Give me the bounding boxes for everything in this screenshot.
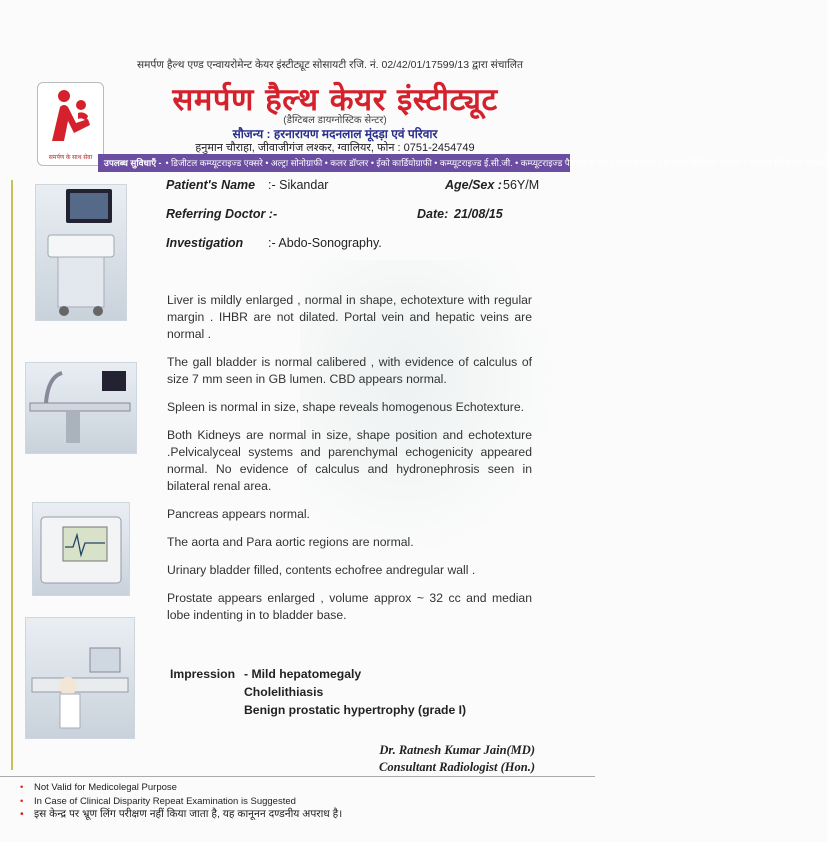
bullet-icon: • bbox=[20, 782, 24, 793]
logo-caption: समर्पण के साथ सेवा bbox=[48, 155, 93, 161]
patient-name-value: :- Sikandar bbox=[268, 178, 329, 192]
age-sex-value: 56Y/M bbox=[503, 178, 540, 192]
institute-subtitle: (डैग्टिबल डायग्नोस्टिक सेन्टर) bbox=[283, 115, 387, 126]
footer-note: In Case of Clinical Disparity Repeat Examination is Suggested bbox=[34, 795, 296, 807]
ecg-icon bbox=[33, 503, 129, 595]
finding-prostate: Prostate appears enlarged , volume approx ~ 32 cc and median lobe indenting in to bladder base. bbox=[167, 591, 532, 622]
registration-line: समर्पण हैल्थ एण्ड एन्वायरोमेन्ट केयर इंस्टीट्यूट सोसायटी रजि. नं. 02/42/01/17599/13 द्वारा संचालित bbox=[137, 59, 523, 71]
footer-notes bbox=[20, 781, 342, 822]
doctor-title: Consultant Radiologist (Hon.) bbox=[379, 760, 535, 774]
patient-name-label: Patient's Name bbox=[166, 178, 256, 192]
equipment-photo-strip bbox=[0, 172, 140, 772]
impression-item: Benign prostatic hypertrophy (grade I) bbox=[244, 703, 467, 717]
finding-aorta: The aorta and Para aortic regions are normal. bbox=[167, 535, 414, 549]
caregiver-logo-icon bbox=[38, 83, 103, 153]
facilities-bar bbox=[98, 154, 827, 172]
pathology-lab-image bbox=[25, 617, 135, 739]
xray-table-image bbox=[25, 362, 137, 454]
ecg-machine-image bbox=[32, 502, 130, 596]
impression-label: Impression bbox=[170, 667, 236, 681]
institute-logo bbox=[37, 82, 104, 166]
footer-hindi-note: इस केन्द्र पर भ्रूण लिंग परीक्षण नहीं किया जाता है, यह कानूनन दण्डनीय अपराध है। bbox=[34, 808, 343, 820]
impression-item: - Mild hepatomegaly bbox=[244, 667, 362, 681]
xray-icon bbox=[26, 363, 136, 453]
finding-urinary-bladder: Urinary bladder filled, contents echofree andregular wall . bbox=[167, 563, 476, 577]
facilities-list: • डिजीटल कम्प्यूटराइज्ड एक्सरे • अल्ट्रा सोनोग्राफी • कलर डॉप्लर • ईको कार्डियोग्राफी • कम्प्यूटराइज्ड ई.सी.जी. • कम्प्यूटराइज्ड पैथोलॉजी लैब • नेबुलाइजेशन • डे-केयर चिकित्सा सुविधा • विशेषज्ञ चिकित्सा परामर्श bbox=[165, 158, 827, 168]
footer-divider bbox=[0, 776, 595, 777]
signature-block bbox=[340, 742, 535, 776]
date-label: Date: bbox=[417, 207, 449, 221]
ultrasound-icon bbox=[36, 185, 126, 320]
age-sex-label: Age/Sex : bbox=[445, 178, 502, 192]
ultrasound-machine-image bbox=[35, 184, 127, 321]
finding-gall-bladder: The gall bladder is normal calibered , with evidence of calculus of size 7 mm seen in GB lumen. CBD appears normal. bbox=[167, 355, 532, 386]
investigation-value: :- Abdo-Sonography. bbox=[268, 236, 382, 250]
referring-doctor-label: Referring Doctor :- bbox=[166, 207, 278, 221]
impression-item: Cholelithiasis bbox=[244, 685, 324, 699]
institute-name: समर्पण हैल्थ केयर इंस्टीट्यूट bbox=[172, 82, 498, 118]
findings-section bbox=[167, 292, 532, 635]
courtesy-line: सौजन्य : हरनारायण मदनलाल मूंदड़ा एवं परिवार bbox=[232, 127, 438, 141]
finding-spleen: Spleen is normal in size, shape reveals homogenous Echotexture. bbox=[167, 400, 525, 414]
date-value: 21/08/15 bbox=[454, 207, 503, 221]
impression-section bbox=[170, 665, 466, 719]
finding-liver: Liver is mildly enlarged , normal in shape, echotexture with regular margin . IHBR are not dilated. Portal vein and hepatic veins are normal . bbox=[167, 293, 532, 341]
address-line: हनुमान चौराहा, जीवाजीगंज लश्कर, ग्वालियर, फोन : 0751-2454749 bbox=[195, 142, 475, 154]
lab-icon bbox=[26, 618, 134, 738]
finding-pancreas: Pancreas appears normal. bbox=[167, 507, 310, 521]
bullet-icon: • bbox=[20, 808, 24, 820]
footer-note: Not Valid for Medicolegal Purpose bbox=[34, 782, 177, 793]
doctor-name: Dr. Ratnesh Kumar Jain(MD) bbox=[379, 743, 535, 757]
bullet-icon: • bbox=[20, 795, 24, 807]
facilities-label: उपलब्ध सुविधाएँ - bbox=[104, 158, 162, 168]
finding-kidneys: Both Kidneys are normal in size, shape position and echotexture .Pelvicalyceal systems and parenchymal echogenicity appeared normal. No evidence of calculus and hydronephrosis seen in bilateral renal area. bbox=[167, 428, 532, 493]
investigation-label: Investigation bbox=[166, 236, 244, 250]
